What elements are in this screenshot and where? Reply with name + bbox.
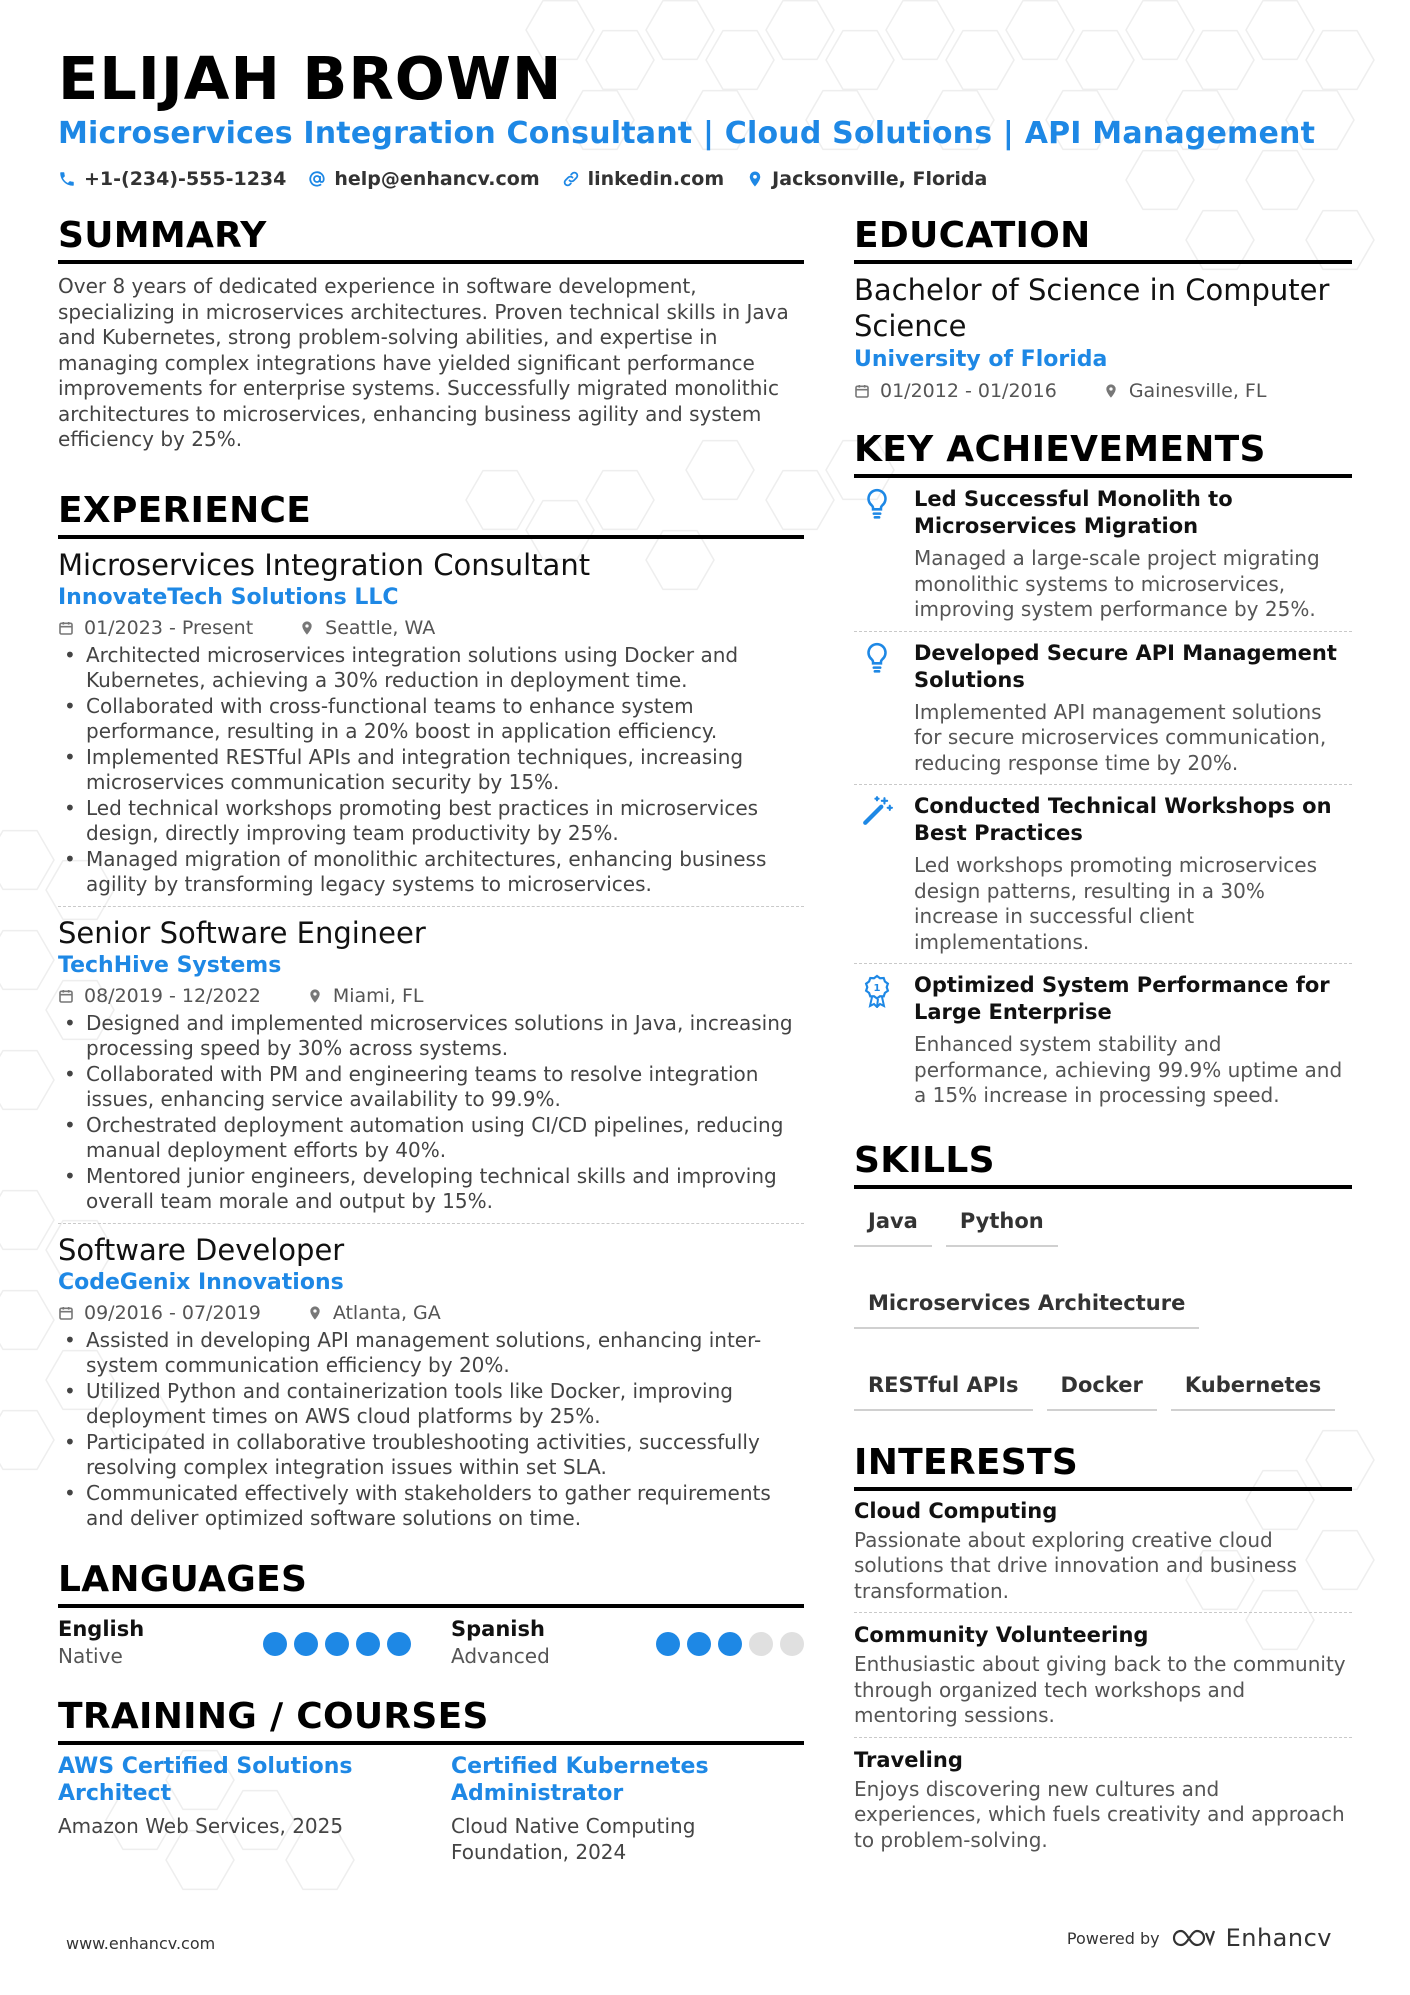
rating-dot-filled (294, 1632, 318, 1656)
interests-heading: INTERESTS (854, 1441, 1352, 1491)
course-org: Amazon Web Services, 2025 (58, 1813, 344, 1838)
job-bullet: • Managed migration of monolithic architectures, enhancing business agility by transforming legacy systems to microservices. (58, 847, 804, 898)
interest-title: Traveling (854, 1747, 963, 1772)
interest-item (854, 1746, 1352, 1854)
calendar-icon (58, 620, 74, 636)
education-meta (854, 376, 1352, 406)
lightbulb-icon (864, 488, 890, 520)
skills-heading: SKILLS (854, 1139, 1352, 1189)
interest-item (854, 1621, 1352, 1729)
divider (854, 1612, 1352, 1613)
company-name[interactable]: InnovateTech Solutions LLC (58, 584, 399, 610)
job-bullets (58, 1011, 804, 1215)
divider (58, 906, 804, 907)
location-pin-icon (307, 988, 323, 1004)
achievement-desc: Managed a large-scale project migrating monolithic systems to microservices, improving system performance by 25%. (914, 546, 1320, 621)
job-bullet: • Mentored junior engineers, developing technical skills and improving overall team morale and output by 15%. (58, 1164, 804, 1215)
enhancv-logo-icon (1170, 1925, 1216, 1951)
divider (854, 784, 1352, 785)
contact-bar (58, 168, 987, 190)
course-item (451, 1753, 804, 1865)
right-column (854, 214, 1352, 1853)
language-name: English (58, 1616, 145, 1641)
achievement-item (854, 972, 1352, 1109)
phone-icon (58, 170, 76, 188)
course-item (58, 1753, 411, 1865)
skill-tag: Docker (1047, 1365, 1157, 1411)
education-location: Gainesville, FL (1128, 380, 1267, 402)
contact-email[interactable] (308, 168, 539, 190)
job-dates: 08/2019 - 12/2022 (84, 984, 261, 1007)
job-bullet: • Led technical workshops promoting best practices in microservices design, directly improving team productivity by 25%. (58, 796, 804, 847)
interest-desc: Passionate about exploring creative cloud solutions that drive innovation and business transformation. (854, 1527, 1297, 1603)
job-meta (58, 981, 804, 1011)
experience-heading: EXPERIENCE (58, 489, 804, 539)
skill-tag: Python (946, 1201, 1058, 1247)
job-meta (58, 613, 804, 643)
company-name[interactable]: TechHive Systems (58, 952, 282, 978)
candidate-headline: Microservices Integration Consultant | Cloud Solutions | API Management (58, 116, 1316, 151)
job-entry (58, 1232, 804, 1532)
rating-dot-filled (687, 1632, 711, 1656)
education-dates: 01/2012 - 01/2016 (880, 380, 1057, 402)
education-degree: Bachelor of Science in Computer Science (854, 273, 1330, 343)
job-location: Miami, FL (332, 984, 424, 1007)
achievement-title: Developed Secure API Management Solutions (914, 640, 1337, 692)
achievement-desc: Led workshops promoting microservices design patterns, resulting in a 30% increase in successful client implementations. (914, 853, 1318, 954)
candidate-name: ELIJAH BROWN (58, 44, 563, 113)
courses-list (58, 1753, 804, 1865)
rating-dot-empty (780, 1632, 804, 1656)
divider (854, 631, 1352, 632)
course-org: Cloud Native Computing Foundation, 2024 (451, 1813, 696, 1864)
at-icon (308, 170, 326, 188)
company-name[interactable]: CodeGenix Innovations (58, 1269, 344, 1295)
job-bullet: • Utilized Python and containerization tools like Docker, improving deployment times on AWS cloud platforms by 25%. (58, 1379, 804, 1430)
interest-desc: Enjoys discovering new cultures and experiences, which fuels creativity and approach to problem-solving. (854, 1776, 1345, 1852)
left-column (58, 214, 804, 1865)
interest-item (854, 1497, 1352, 1605)
job-bullet: • Designed and implemented microservices solutions in Java, increasing processing speed by 30% across systems. (58, 1011, 804, 1062)
job-entry (58, 547, 804, 898)
training-heading: TRAINING / COURSES (58, 1695, 804, 1745)
achievement-desc: Enhanced system stability and performance, achieving 99.9% uptime and a 15% increase in processing speed. (914, 1032, 1343, 1107)
location-pin-icon (746, 170, 764, 188)
location-pin-icon (299, 620, 315, 636)
language-level: Advanced (451, 1643, 550, 1668)
achievement-title: Led Successful Monolith to Microservices Migration (914, 487, 1233, 538)
course-title: Certified Kubernetes Administrator (451, 1753, 709, 1806)
contact-email-text: help@enhancv.com (334, 168, 540, 190)
job-location: Seattle, WA (325, 616, 436, 639)
course-title: AWS Certified Solutions Architect (58, 1753, 353, 1806)
job-bullet: • Participated in collaborative troubleshooting activities, successfully resolving complex integration issues within set SLA. (58, 1430, 804, 1481)
skill-tag: Java (854, 1201, 932, 1247)
language-level: Native (58, 1643, 123, 1668)
job-location: Atlanta, GA (332, 1301, 441, 1324)
achievement-title: Optimized System Performance for Large Enterprise (914, 973, 1330, 1024)
footer-branding[interactable] (1067, 1924, 1332, 1952)
achievement-title: Conducted Technical Workshops on Best Practices (914, 794, 1332, 845)
rating-dot-filled (656, 1632, 680, 1656)
job-bullets (58, 1328, 804, 1532)
job-bullet: • Collaborated with cross-functional teams to enhance system performance, resulting in a 20% boost in application efficiency. (58, 694, 804, 745)
summary-heading: SUMMARY (58, 214, 804, 264)
calendar-icon (58, 988, 74, 1004)
job-title: Senior Software Engineer (58, 915, 426, 950)
achievement-item (854, 793, 1352, 955)
rating-dot-filled (263, 1632, 287, 1656)
interest-title: Community Volunteering (854, 1623, 1149, 1647)
interest-desc: Enthusiastic about giving back to the community through organized tech workshops and mentoring sessions. (854, 1652, 1346, 1727)
rating-dot-filled (387, 1632, 411, 1656)
language-name: Spanish (451, 1616, 545, 1641)
location-pin-icon (307, 1305, 323, 1321)
summary-text: Over 8 years of dedicated experience in software development, specializing in microservices architectures. Proven technical skills in Java and Kubernetes, strong problem-solving abilities, and expertise in managing complex integrations have yielded significant performance improvements for enterprise systems. Successfully migrated monolithic architectures to microservices, enhancing business agility and system efficiency by 25%. (58, 274, 789, 451)
language-item (58, 1616, 411, 1669)
language-item (451, 1616, 804, 1669)
interest-title: Cloud Computing (854, 1498, 1058, 1523)
svg-text:1: 1 (873, 983, 881, 994)
job-bullet: • Architected microservices integration solutions using Docker and Kubernetes, achieving a 30% reduction in deployment time. (58, 643, 804, 694)
contact-phone[interactable] (58, 168, 286, 190)
award-ribbon-icon (862, 974, 892, 1008)
contact-linkedin-text: linkedin.com (587, 168, 725, 190)
rating-dot-empty (749, 1632, 773, 1656)
job-bullet: • Communicated effectively with stakeholders to gather requirements and deliver optimized software solutions on time. (58, 1481, 804, 1532)
divider (58, 1223, 804, 1224)
job-bullet: • Assisted in developing API management solutions, enhancing inter-system communication efficiency by 20%. (58, 1328, 804, 1379)
calendar-icon (854, 383, 870, 399)
achievements-heading: KEY ACHIEVEMENTS (854, 428, 1352, 478)
skill-tag: RESTful APIs (854, 1365, 1033, 1411)
footer-website[interactable]: www.enhancv.com (66, 1934, 216, 1953)
contact-phone-text: +1-(234)-555-1234 (84, 168, 287, 190)
job-meta (58, 1298, 804, 1328)
skill-tag: Kubernetes (1171, 1365, 1335, 1411)
contact-location-text: Jacksonville, Florida (772, 168, 988, 190)
languages-heading: LANGUAGES (58, 1558, 804, 1608)
link-icon (562, 170, 580, 188)
contact-location (746, 168, 987, 190)
divider (854, 963, 1352, 964)
achievement-item (854, 478, 1352, 623)
language-rating (263, 1632, 411, 1669)
job-title: Microservices Integration Consultant (58, 547, 591, 582)
job-bullet: • Collaborated with PM and engineering teams to resolve integration issues, enhancing service availability to 99.9%. (58, 1062, 804, 1113)
job-entry (58, 915, 804, 1215)
magic-wand-icon (861, 795, 893, 827)
job-bullet: • Implemented RESTful APIs and integration techniques, increasing microservices communication security by 15%. (58, 745, 804, 796)
languages-list (58, 1616, 804, 1669)
calendar-icon (58, 1305, 74, 1321)
job-dates: 01/2023 - Present (84, 616, 254, 639)
divider (854, 1737, 1352, 1738)
achievement-item (854, 640, 1352, 777)
location-pin-icon (1103, 383, 1119, 399)
rating-dot-filled (325, 1632, 349, 1656)
achievement-desc: Implemented API management solutions for secure microservices communication, reducing response time by 20%. (914, 699, 1327, 775)
lightbulb-icon (864, 642, 890, 674)
brand-name: Enhancv (1225, 1924, 1332, 1952)
job-title: Software Developer (58, 1232, 345, 1267)
education-school[interactable]: University of Florida (854, 347, 1108, 372)
job-bullet: • Orchestrated deployment automation using CI/CD pipelines, reducing manual deployment efforts by 40%. (58, 1113, 804, 1164)
education-heading: EDUCATION (854, 214, 1352, 264)
contact-linkedin[interactable] (562, 168, 725, 190)
job-bullets (58, 643, 804, 898)
rating-dot-filled (718, 1632, 742, 1656)
skill-tag: Microservices Architecture (854, 1283, 1199, 1329)
rating-dot-filled (356, 1632, 380, 1656)
job-dates: 09/2016 - 07/2019 (84, 1301, 261, 1324)
language-rating (656, 1632, 804, 1669)
skills-list (854, 1201, 1352, 1411)
powered-by-label: Powered by (1066, 1928, 1160, 1948)
